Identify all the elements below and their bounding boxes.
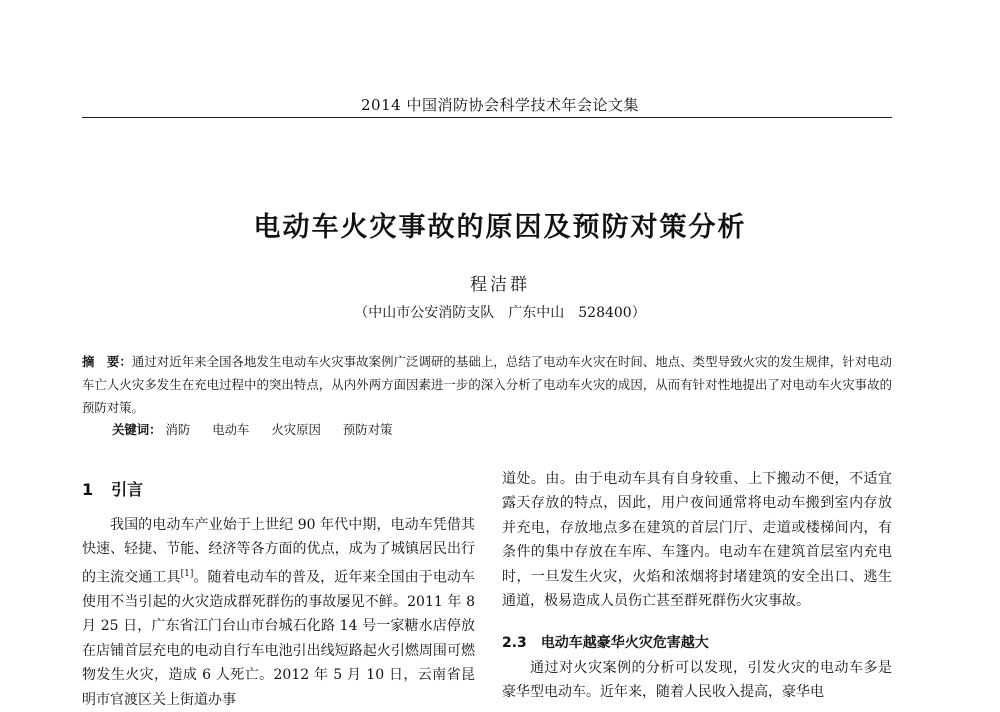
keywords	[112, 420, 892, 438]
paper-title: 电动车火灾事故的原因及预防对策分析	[253, 212, 747, 243]
abstract	[82, 350, 892, 419]
section-heading	[82, 477, 143, 500]
subsection-heading	[502, 632, 709, 652]
intro-paragraph	[82, 513, 475, 712]
intro-text: 我国的电动车产业始于上世纪 90 年代中期，电动车凭借其快速、轻捷、节能、经济等各方面的优点，成为了城镇居民出行的主流交通工具	[82, 517, 475, 586]
keyword-item: 消防	[165, 422, 191, 437]
intro-text-cont: 。随着电动车的普及，近年来全国由于电动车使用不当引起的火灾造成群死群伤的事故屡见不鲜。2011 年 8 月 25 日，广东省江门台山市台城石化路 14 号一家糖水店停放在店铺首层充电的电动自行车电池引出线短路起火引燃周围可燃物发生火灾，造成 6 人死亡。2012 年 5 月 10 日，云南省昆明市官渡区关上街道办事	[82, 569, 476, 708]
subsection-number: 2.3	[502, 635, 527, 651]
affiliation: （中山市公安消防支队 广东中山 528400）	[354, 305, 646, 321]
keywords-label: 关键词：	[112, 422, 162, 437]
keyword-item: 电动车	[212, 422, 250, 437]
section-title: 引言	[111, 480, 144, 499]
author: 程洁群	[470, 275, 530, 295]
keyword-item: 火灾原因	[271, 422, 321, 437]
citation-ref: [1]	[180, 568, 194, 579]
abstract-text: 通过对近年来全国各地发生电动车火灾事故案例广泛调研的基础上，总结了电动车火灾在时间、地点、类型导致火灾的发生规律，针对电动车亡人火灾多发生在充电过程中的突出特点，从内外两方面因素进一步的深入分析了电动车火灾的成因，从而有针对性地提出了对电动车火灾事故的预防对策。	[82, 354, 893, 415]
section-number: 1	[82, 480, 94, 499]
subsection-text: 通过对火灾案例的分析可以发现，引发火灾的电动车多是豪华型电动车。近年来，随着人民收入提高，豪华电	[502, 660, 892, 701]
right-column-paragraph	[502, 467, 892, 613]
running-header: 2014 中国消防协会科学技术年会论文集	[361, 96, 639, 114]
keyword-item: 预防对策	[342, 422, 393, 437]
subsection-title: 电动车越豪华火灾危害越大	[540, 635, 709, 651]
right-column-text: 道处。由。由于电动车具有自身较重、上下搬动不便，不适宜露天存放的特点，因此，用户夜间通常将电动车搬到室内存放并充电，存放地点多在建筑的首层门厅、走道或楼梯间内，有条件的集中存放在车库、车篷内。电动车在建筑首层室内充电时，一旦发生火灾，火焰和浓烟将封堵建筑的安全出口、逃生通道，极易造成人员伤亡甚至群死群伤火灾事故。	[502, 471, 892, 610]
header-rule	[82, 117, 892, 118]
abstract-label: 摘 要：	[82, 354, 132, 369]
subsection-paragraph	[502, 656, 892, 705]
